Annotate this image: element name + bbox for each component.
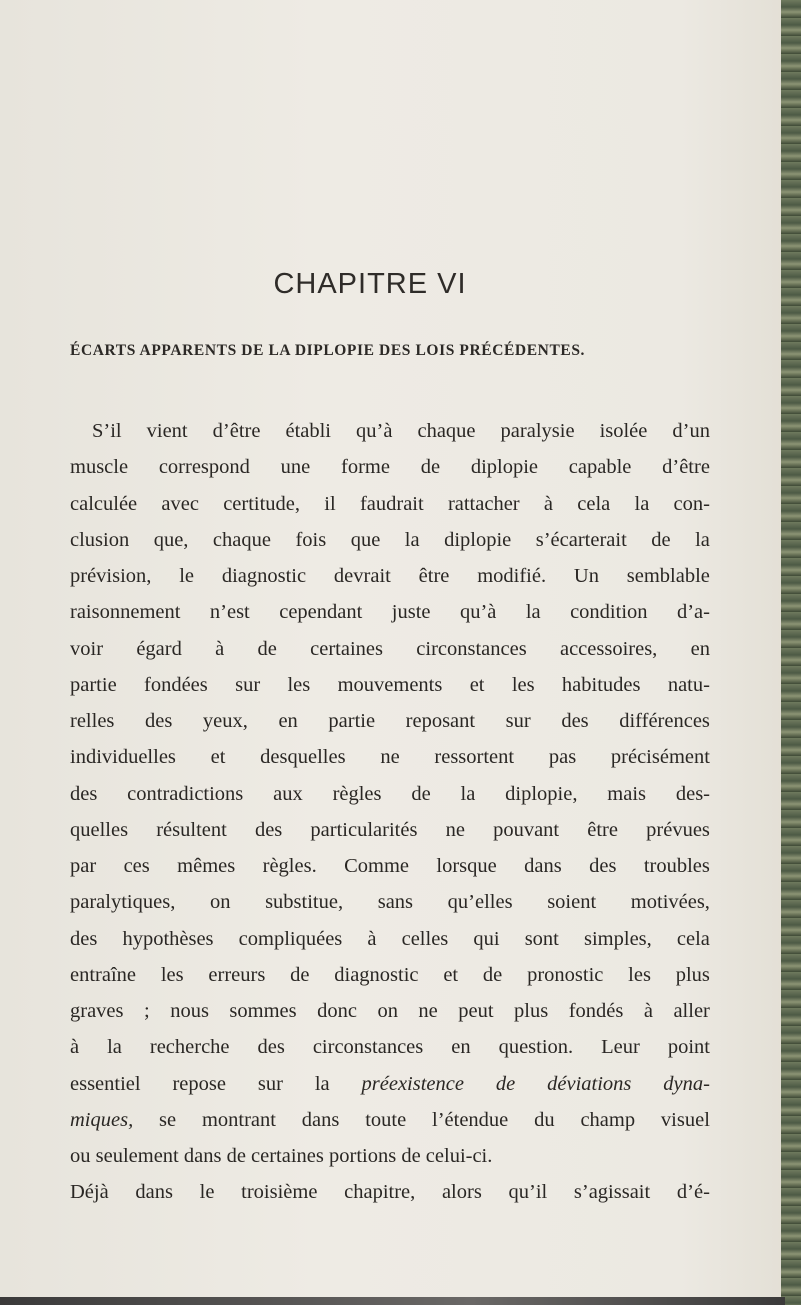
text-line: raisonnement n’est cependant juste qu’à la condition d’a-: [70, 601, 710, 624]
section-heading: ÉCARTS APPARENTS DE LA DIPLOPIE DES LOIS PRÉCÉDENTES.: [70, 342, 586, 359]
text-line: muscle correspond une forme de diplopie capable d’être: [70, 456, 710, 479]
text-line: des hypothèses compliquées à celles qui sont simples, cela: [70, 927, 710, 950]
text-line: essentiel repose sur la préexistence de déviations dyna-: [70, 1072, 710, 1095]
chapter-title: CHAPITRE VI: [273, 268, 467, 300]
text-line: ou seulement dans de certaines portions de celui-ci.: [70, 1145, 493, 1167]
text-line: graves ; nous sommes donc on ne peut plus fondés à aller: [70, 1000, 710, 1022]
text-line: à la recherche des circonstances en question. Leur point: [70, 1036, 710, 1059]
book-binding-edge: [781, 0, 801, 1305]
text-line: calculée avec certitude, il faudrait rattacher à cela la con-: [70, 492, 710, 515]
text-line: paralytiques, on substitue, sans qu’elles soient motivées,: [70, 891, 710, 914]
text-line: entraîne les erreurs de diagnostic et de pronostic les plus: [70, 963, 710, 986]
text-line: individuelles et desquelles ne ressortent pas précisément: [70, 746, 710, 769]
text-line: S’il vient d’être établi qu’à chaque paralysie isolée d’un: [92, 420, 710, 442]
text-line: voir égard à de certaines circonstances accessoires, en: [70, 637, 710, 660]
text-line: prévision, le diagnostic devrait être modifié. Un semblable: [70, 565, 710, 587]
page-bottom-edge: [0, 1297, 785, 1305]
text-line: partie fondées sur les mouvements et les habitudes natu-: [70, 673, 710, 696]
text-line: relles des yeux, en partie reposant sur des différences: [70, 710, 710, 732]
text-line: miques, se montrant dans toute l’étendue du champ visuel: [70, 1108, 710, 1131]
text-line: des contradictions aux règles de la diplopie, mais des-: [70, 782, 710, 805]
text-line: clusion que, chaque fois que la diplopie s’écarterait de la: [70, 528, 710, 551]
body-text: [70, 413, 710, 1211]
text-line: Déjà dans le troisième chapitre, alors qu’il s’agissait d’é-: [70, 1181, 710, 1204]
text-line: par ces mêmes règles. Comme lorsque dans des troubles: [70, 855, 710, 877]
text-line: quelles résultent des particularités ne pouvant être prévues: [70, 818, 710, 841]
